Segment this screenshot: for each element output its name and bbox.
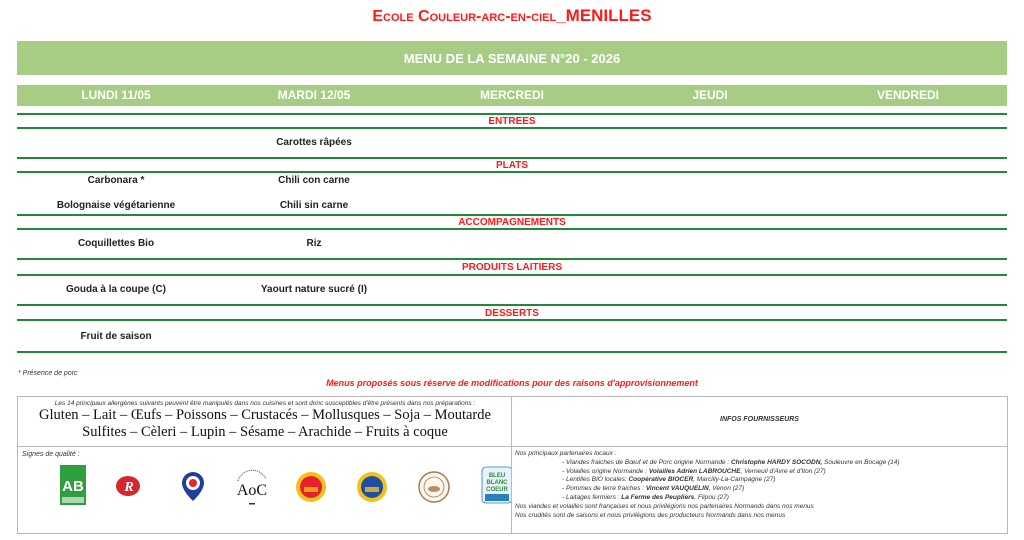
supplier-category: - Laitages fermiers : bbox=[562, 493, 622, 501]
menu-item bbox=[809, 238, 1007, 249]
menu-item bbox=[809, 284, 1007, 295]
supplier-category: - Viandes fraiches de Bœuf et de Porc origine Normande : bbox=[562, 458, 731, 466]
suppliers-title: INFOS FOURNISSEURS bbox=[720, 416, 799, 423]
day-monday: LUNDI 11/05 bbox=[81, 88, 151, 102]
menu-item bbox=[611, 284, 809, 295]
suppliers-intro: Nos principaux partenaires locaux : bbox=[515, 450, 617, 457]
supplier-item bbox=[515, 468, 1004, 477]
entrees-row bbox=[17, 137, 1007, 148]
school-location: _MENILLES bbox=[556, 6, 652, 25]
aop-logo bbox=[278, 461, 338, 511]
divider bbox=[17, 113, 1007, 115]
igp-logo bbox=[338, 461, 398, 511]
menu-item: Coquillettes Bio bbox=[77, 238, 155, 249]
menu-item: Gouda à la coupe (C) bbox=[65, 284, 166, 295]
suppliers-note-produce: Nos crudités sont de saisons et nous privilégions des producteurs Normands dans nos menus bbox=[515, 511, 786, 519]
supplier-name: Coopérative BIOCER bbox=[628, 476, 694, 484]
accompagnements-row bbox=[17, 238, 1007, 249]
menu-item bbox=[809, 200, 1007, 211]
quality-box bbox=[17, 446, 513, 534]
supplier-item bbox=[515, 485, 1004, 494]
svg-text:BLANC: BLANC bbox=[486, 480, 508, 486]
day-tuesday: MARDI 12/05 bbox=[277, 88, 351, 102]
supplier-place: Souleuvre en Bocage (14) bbox=[822, 458, 900, 466]
supplier-category: - Volailles origine Normande : bbox=[562, 467, 649, 475]
supplier-name: Christophe HARDY SOCODN, bbox=[730, 458, 823, 466]
divider bbox=[17, 319, 1007, 321]
menu-item bbox=[809, 331, 1007, 342]
supplier-item bbox=[515, 476, 1004, 485]
day-friday: VENDREDI bbox=[876, 88, 939, 102]
section-laitiers: PRODUITS LAITIERS bbox=[461, 262, 562, 273]
menu-item bbox=[413, 200, 611, 211]
origin-pin-logo bbox=[158, 461, 218, 511]
menu-item: Riz bbox=[306, 238, 322, 249]
menu-item: Chili con carne bbox=[278, 175, 350, 186]
allergens-intro: Les 14 principaux allergènes suivants peuvent être manipulés dans nos cuisines et sont donc susceptibles d'être présents dans nos préparations : bbox=[54, 400, 476, 407]
school-name: Ecole Couleur-arc-en-ciel bbox=[372, 8, 557, 25]
supplier-name: Volailles Adrien LABROUCHE bbox=[648, 467, 741, 475]
svg-text:COEUR: COEUR bbox=[486, 487, 508, 493]
menu-item bbox=[413, 284, 611, 295]
menu-item bbox=[611, 200, 809, 211]
supplier-place: , Verneuil d'Avre et d'Iton (27) bbox=[740, 467, 826, 475]
divider bbox=[17, 157, 1007, 159]
menu-item bbox=[611, 238, 809, 249]
desserts-row bbox=[17, 331, 1007, 342]
menu-item bbox=[611, 137, 809, 148]
section-desserts: DESSERTS bbox=[485, 308, 539, 319]
supply-warning: Menus proposés sous réserve de modifications pour des raisons d'approvisionnement bbox=[326, 378, 698, 388]
quality-logos bbox=[38, 461, 518, 511]
suppliers-title-box bbox=[511, 396, 1008, 447]
menu-item bbox=[17, 137, 215, 148]
section-accompagnements: ACCOMPAGNEMENTS bbox=[458, 217, 566, 228]
day-wednesday: MERCREDI bbox=[479, 88, 544, 102]
allergens-box bbox=[17, 396, 513, 447]
fermier-logo bbox=[398, 461, 458, 511]
school-title bbox=[0, 6, 1024, 26]
suppliers-note-meat: Nos viandes et volailles sont françaises et nous privilégions nos partenaires Normands dans nos menus bbox=[515, 502, 814, 510]
menu-item bbox=[611, 175, 809, 186]
svg-text:AoC: AoC bbox=[236, 482, 268, 499]
menu-item: Fruit de saison bbox=[80, 331, 152, 342]
supplier-place: , Marcilly-La-Campagne (27) bbox=[693, 476, 776, 484]
menu-item bbox=[413, 238, 611, 249]
supplier-name: Vincent VAUQUELIN bbox=[645, 485, 709, 493]
divider bbox=[17, 351, 1007, 353]
plats-row bbox=[17, 200, 1007, 211]
allergens-line-1: Gluten – Lait – Œufs – Poissons – Crustacés – Mollusques – Soja – Moutarde bbox=[39, 407, 491, 423]
svg-text:AB: AB bbox=[62, 478, 84, 495]
supplier-place: , Flipou (27) bbox=[694, 493, 729, 501]
section-plats: PLATS bbox=[495, 160, 529, 171]
menu-item: Carottes râpées bbox=[276, 137, 352, 148]
divider bbox=[17, 228, 1007, 230]
ab-bio-logo bbox=[38, 461, 98, 511]
divider bbox=[17, 304, 1007, 306]
supplier-name: La Ferme des Peupliers bbox=[621, 493, 695, 501]
divider bbox=[17, 171, 1007, 173]
menu-item bbox=[809, 175, 1007, 186]
divider bbox=[17, 127, 1007, 129]
menu-item bbox=[611, 331, 809, 342]
suppliers-content bbox=[512, 447, 1007, 523]
divider bbox=[17, 214, 1007, 216]
menu-item bbox=[413, 331, 611, 342]
menu-item bbox=[809, 137, 1007, 148]
svg-text:R: R bbox=[124, 480, 134, 495]
supplier-item bbox=[515, 459, 1004, 468]
svg-text:BLEU: BLEU bbox=[488, 473, 506, 479]
plats-row bbox=[17, 175, 1007, 186]
allergens-line-2: Sulfites – Cèleri – Lupin – Sésame – Arachide – Fruits à coque bbox=[82, 424, 448, 440]
divider bbox=[17, 258, 1007, 260]
supplier-category: - Lentilles BIO locales: bbox=[562, 476, 629, 484]
supplier-item bbox=[515, 494, 1004, 503]
supplier-place: , Venon (27) bbox=[708, 485, 745, 493]
week-title: MENU DE LA SEMAINE N°20 - 2026 bbox=[403, 50, 621, 66]
supplier-category: - Pommes de terre fraiches : bbox=[562, 485, 646, 493]
suppliers-box bbox=[511, 446, 1008, 534]
menu-item: Bolognaise végétarienne bbox=[56, 200, 176, 211]
menu-item bbox=[215, 331, 413, 342]
quality-title: Signes de qualité : bbox=[22, 451, 80, 458]
divider bbox=[17, 274, 1007, 276]
menu-item bbox=[413, 137, 611, 148]
menu-item: Yaourt nature sucré (I) bbox=[260, 284, 368, 295]
menu-item: Chili sin carne bbox=[279, 200, 349, 211]
pork-footnote: * Présence de porc bbox=[18, 370, 78, 377]
label-rouge-logo bbox=[98, 461, 158, 511]
day-thursday: JEUDI bbox=[692, 88, 728, 102]
menu-item bbox=[413, 175, 611, 186]
bleu-blanc-coeur-logo bbox=[458, 461, 518, 511]
section-entrees: ENTREES bbox=[488, 116, 536, 127]
laitiers-row bbox=[17, 284, 1007, 295]
aoc-logo bbox=[218, 461, 278, 511]
days-header bbox=[17, 85, 1007, 106]
menu-item: Carbonara * bbox=[87, 175, 145, 186]
week-banner bbox=[17, 41, 1007, 75]
